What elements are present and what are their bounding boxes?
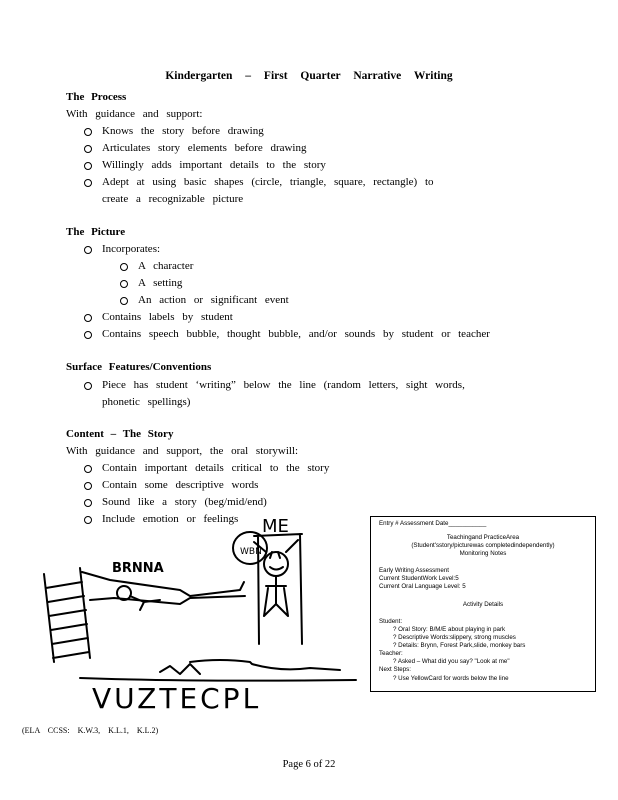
bullet-icon — [84, 482, 92, 490]
page-title: Kindergarten – First Quarter Narrative Writing — [165, 70, 453, 82]
bullet-icon — [84, 145, 92, 153]
assessment-box — [370, 516, 596, 692]
picture-item: Contains labels by student — [102, 311, 233, 323]
process-item: Willingly adds important details to the story — [102, 159, 326, 171]
bullet-icon — [84, 382, 92, 390]
yellow-card-note: ? Use YellowCard for words below the line — [393, 675, 509, 682]
bullet-icon — [84, 465, 92, 473]
picture-sub-item: An action or significant event — [138, 294, 289, 306]
teacher-label: Teacher: — [379, 650, 403, 657]
bullet-icon — [84, 128, 92, 136]
picture-heading: The Picture — [66, 226, 126, 238]
monitoring-notes: Monitoring Notes — [459, 550, 507, 557]
me-figure-head-drawing — [264, 552, 288, 576]
oral-story: ? Oral Story: B/M/E about playing in park — [393, 626, 506, 633]
content-intro: With guidance and support, the oral storywill: — [66, 445, 299, 457]
process-item: Articulates story elements before drawing — [102, 142, 307, 154]
bullet-icon — [120, 297, 128, 305]
slide-drawing — [82, 572, 245, 604]
content-item: Include emotion or feelings — [102, 513, 239, 525]
picture-sub-item: A character — [138, 260, 194, 272]
student-label: Student: — [379, 618, 403, 625]
content-heading: Content – The Story — [66, 428, 174, 440]
oral-level: Current Oral Language Level: 5 — [379, 583, 466, 590]
speech-bubble-text: WBN — [240, 547, 262, 557]
bullet-icon — [120, 280, 128, 288]
picture-incorporates: Incorporates: — [102, 243, 161, 255]
content-item: Contain important details critical to the story — [102, 462, 330, 474]
bullet-icon — [84, 331, 92, 339]
surface-heading: Surface Features/Conventions — [66, 361, 212, 373]
process-heading: The Process — [66, 91, 127, 103]
picture-sub-item: A setting — [138, 277, 183, 289]
practice-area: Teachingand PracticeArea — [446, 534, 520, 541]
child-drawing — [40, 512, 360, 722]
name-label-drawing: BRNNA — [112, 561, 164, 576]
student-writing: VUZTECPL — [92, 682, 262, 715]
ladder-drawing — [44, 568, 90, 662]
grass-drawing — [160, 660, 340, 674]
me-label-drawing: ME — [262, 516, 289, 537]
next-steps-label: Next Steps: — [379, 666, 411, 673]
asked-note: ? Asked – What did you say? "Look at me" — [393, 658, 510, 665]
bullet-icon — [84, 314, 92, 322]
baseline-drawing — [80, 678, 356, 681]
surface-item: Piece has student ‘writing” below the line (random letters, sight words, — [102, 379, 465, 391]
bullet-icon — [84, 162, 92, 170]
process-item-continued: create a recognizable picture — [102, 193, 244, 205]
process-item: Adept at using basic shapes (circle, triangle, square, rectangle) to — [102, 176, 434, 188]
bullet-icon — [120, 263, 128, 271]
activity-details: Activity Details — [462, 601, 504, 608]
descriptive-words: ? Descriptive Words:slippery, strong muscles — [393, 634, 516, 641]
process-intro: With guidance and support: — [66, 108, 203, 120]
content-item: Sound like a story (beg/mid/end) — [102, 496, 267, 508]
entry-line: Entry # Assessment Date___________ — [379, 520, 487, 527]
content-item: Contain some descriptive words — [102, 479, 259, 491]
bullet-icon — [84, 246, 92, 254]
child-head-drawing — [117, 586, 131, 600]
picture-item: Contains speech bubble, thought bubble, and/or sounds by student or teacher — [102, 328, 490, 340]
surface-item-continued: phonetic spellings) — [102, 396, 191, 408]
work-level: Current StudentWork Level:5 — [379, 575, 459, 582]
bullet-icon — [84, 499, 92, 507]
early-writing: Early Writing Assessment — [379, 567, 450, 574]
bullet-icon — [84, 179, 92, 187]
details-note: ? Details: Brynn, Forest Park,slide, monkey bars — [393, 642, 526, 649]
process-item: Knows the story before drawing — [102, 125, 264, 137]
page-number: Page 6 of 22 — [282, 759, 336, 770]
completed-note: (Student'sstory/picturewas completedindependently) — [411, 542, 555, 549]
ccss-reference: (ELA CCSS: K.W.3, K.L.1, K.L.2) — [22, 726, 159, 735]
